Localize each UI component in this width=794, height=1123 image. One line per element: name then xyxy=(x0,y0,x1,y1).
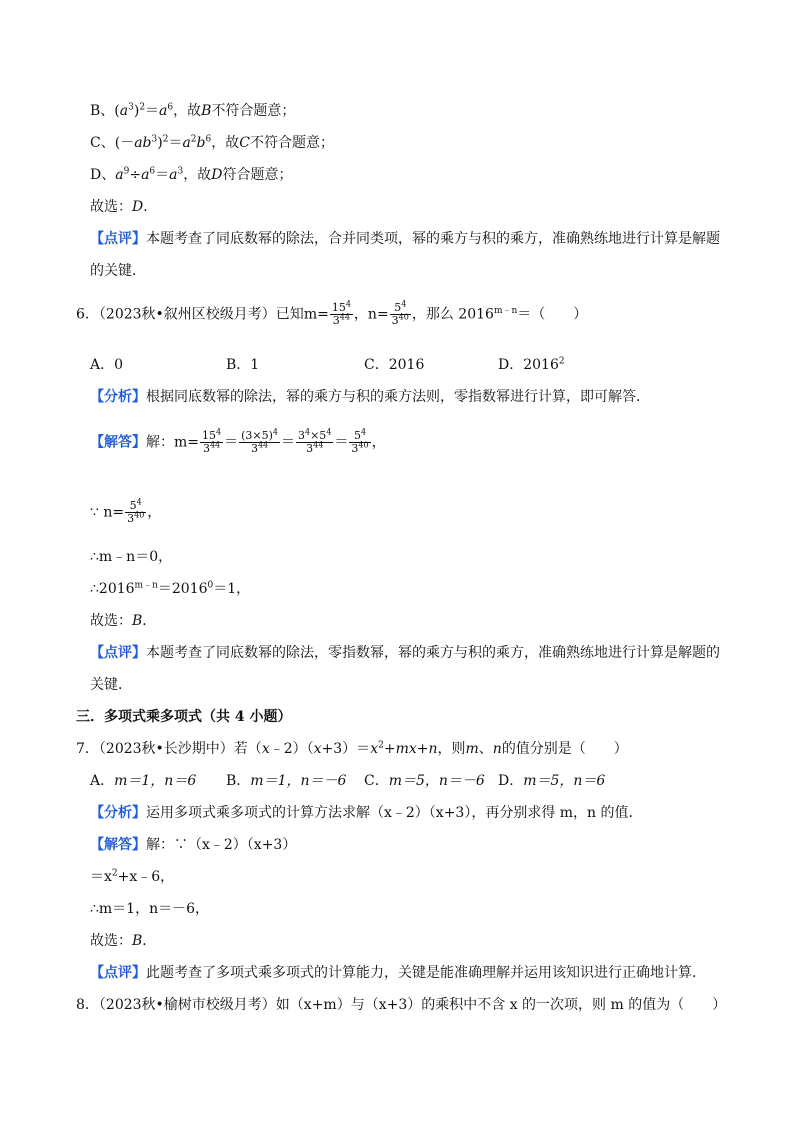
step-b-fraction: $\frac{(3\times 5)^4}{3^{44}}$ xyxy=(241,427,278,455)
n-fraction: $\frac{5^4}{3^{40}}$ xyxy=(391,299,409,327)
q6-option-a: A．0 xyxy=(90,357,124,373)
q7-answer: 【解答】解：∵（x﹣2）（x+3） xyxy=(90,837,297,853)
step-c-fraction: $\frac{3^4\times 5^4}{3^{44}}$ xyxy=(298,427,332,455)
q6-therefore2: $\therefore 2016^{m﹣n}=2016^0=1$， xyxy=(90,580,251,597)
because-fraction: $\frac{5^4}{3^{40}}$ xyxy=(127,497,145,525)
q7-step1: $=x^2+x﹣6$， xyxy=(90,868,175,885)
q6-because: ∵ n= $\frac{5^4}{3^{40}}$ ， xyxy=(90,497,162,525)
q6-analysis: 【分析】根据同底数幂的除法，幂的乘方与积的乘方法则，零指数幂进行计算，即可解答． xyxy=(90,389,650,405)
q6-therefore1: ∴m﹣n＝0， xyxy=(90,549,173,565)
step-a-fraction: $\frac{15^4}{3^{44}}$ xyxy=(202,427,222,455)
m-fraction: $\frac{15^4}{3^{44}}$ xyxy=(331,299,351,327)
q5-line-c: C、$(-ab^3)^2=a^2b^6$，故C不符合题意； xyxy=(90,134,334,151)
q7-question: 7．（2023秋•长沙期中）若$(x﹣2)(x+3)=x^2+mx+n$，则m、n的值分别是（ ） xyxy=(76,740,628,757)
q6-answer: 【解答】解：m= $\frac{15^4}{3^{44}}$ ＝ $\frac{(3\times 5)^4}{3^{44}}$ ＝ $\frac{3^4\times 5^4}{3^{44}}$ ＝ $\frac{5^4}{3^{40}}$ ， xyxy=(90,427,386,455)
q8-question: 8．（2023秋•榆树市校级月考）如（x+m）与（x+3）的乘积中不含 x 的一次项，则 m 的值为（ ） xyxy=(76,997,727,1013)
q6-question: 6．（2023秋•叙州区校级月考）已知m= $\frac{15^4}{3^{44}}$ ，n= $\frac{5^4}{3^{40}}$ ，那么 $2016^{m﹣n}=$（ ） xyxy=(76,299,588,327)
q5-choose: 故选：D． xyxy=(90,199,158,215)
q7-choose: 故选：B． xyxy=(90,933,157,949)
q6-option-b: B．1 xyxy=(226,357,260,373)
q7-option-d: D．m＝5，n＝6 xyxy=(498,773,606,789)
q5-line-b: B、$(a^3)^2=a^6$，故B不符合题意； xyxy=(90,102,296,119)
q7-option-c: C．m＝5，n＝－6 xyxy=(364,773,485,789)
q7-step2: ∴m＝1，n＝－6， xyxy=(90,901,210,917)
step-d-fraction: $\frac{5^4}{3^{40}}$ xyxy=(351,427,369,455)
q7-option-a: A．m＝1，n＝6 xyxy=(90,773,197,789)
q6-choose: 故选：B． xyxy=(90,613,157,629)
q6-comment-line1: 【点评】本题考查了同底数幂的除法，零指数幂，幂的乘方与积的乘方，准确熟练地进行计算是解题的 xyxy=(90,645,720,661)
q5-line-d: D、$a^9\div a^6=a^3$，故D符合题意； xyxy=(90,166,293,183)
section3-title: 三．多项式乘多项式（共 4 小题） xyxy=(76,709,292,725)
q5-comment-line2: 的关键． xyxy=(90,263,146,279)
q7-analysis: 【分析】运用多项式乘多项式的计算方法求解（x﹣2）（x+3），再分别求得 m，n 的值． xyxy=(90,805,643,821)
q7-option-b: B．m＝1，n＝－6 xyxy=(226,773,347,789)
q6-option-c: C．2016 xyxy=(364,357,425,373)
q7-comment: 【点评】此题考查了多项式乘多项式的计算能力，关键是能准确理解并运用该知识进行正确地计算． xyxy=(90,965,706,981)
q6-option-d: D．2016$^2$ xyxy=(498,356,565,373)
q6-comment-line2: 关键． xyxy=(90,677,132,693)
comment-tag: 【点评】 xyxy=(90,231,146,247)
q5-comment-line1: 【点评】本题考查了同底数幂的除法，合并同类项，幂的乘方与积的乘方，准确熟练地进行计算是解题 xyxy=(90,231,720,247)
